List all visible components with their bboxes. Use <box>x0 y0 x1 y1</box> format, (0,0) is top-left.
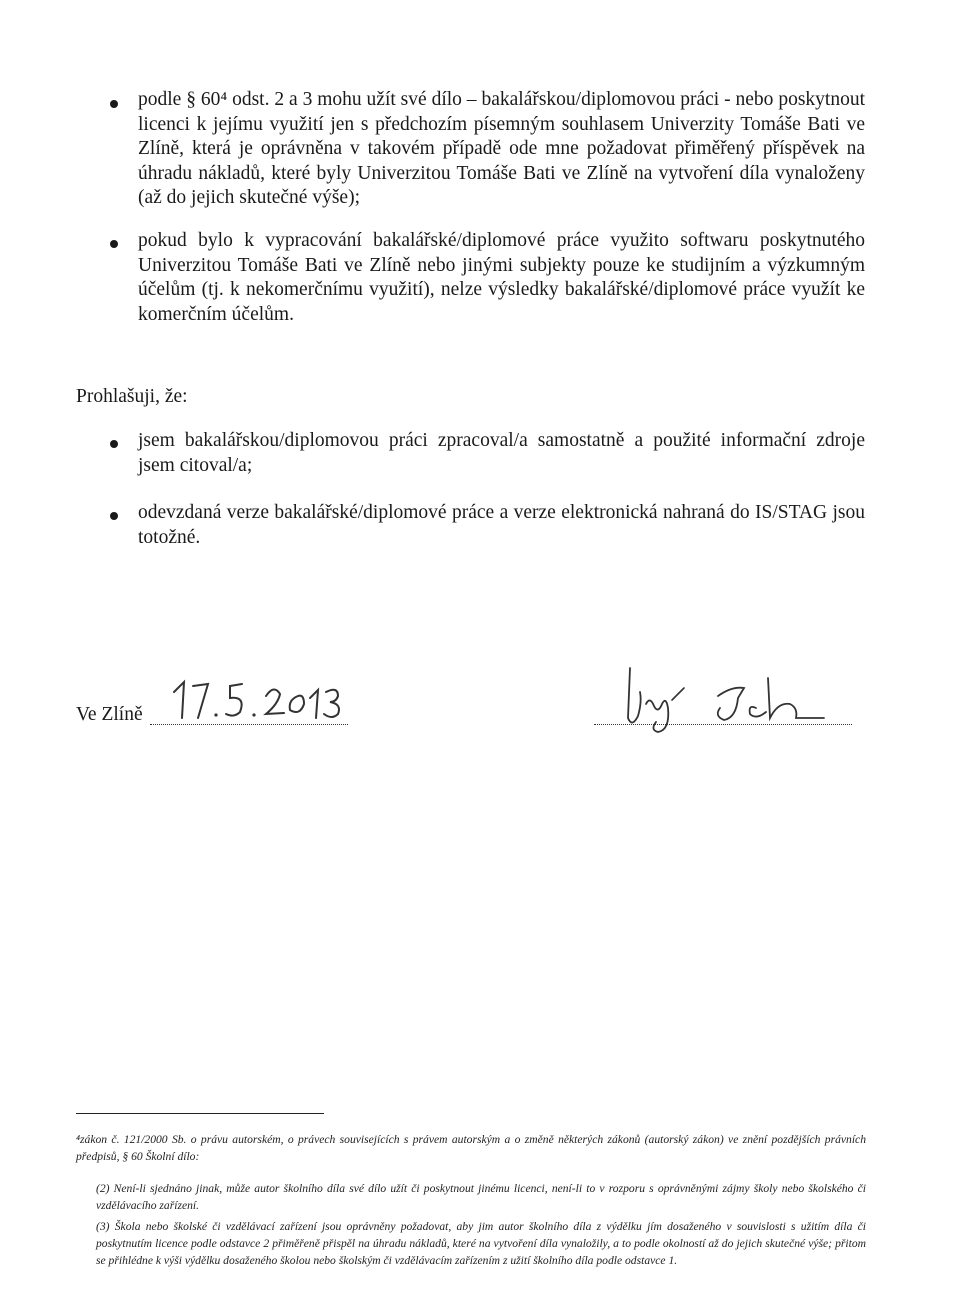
bullet-dot <box>110 100 118 108</box>
bullet-dot <box>110 440 118 448</box>
footnote-law-reference <box>76 1131 866 1165</box>
footnote-paragraph-3 <box>96 1218 866 1269</box>
footnote-text: ⁴zákon č. 121/2000 Sb. o právu autorském, o právech souvisejících s právem autorským a o změně některých zákonů (autorský zákon) ve znění pozdějších právních předpisů, § 60 Školní dílo: <box>76 1133 866 1163</box>
footnote-paragraph-2 <box>96 1180 866 1214</box>
bullet-software-paragraph <box>138 229 865 327</box>
handwritten-signature <box>606 656 846 736</box>
bullet-dot <box>110 512 118 520</box>
bullet-text: jsem bakalářskou/diplomovou práci zpracoval/a samostatně a použité informační zdroje jsem citoval/a; <box>138 430 865 476</box>
bullet-license-paragraph <box>138 88 865 211</box>
footnote-divider <box>76 1113 324 1114</box>
bullet-identical-versions <box>138 501 865 550</box>
footnote-text: (2) Není-li sjednáno jinak, může autor školního díla své dílo užít či poskytnout jinému licenci, není-li to v rozporu s oprávněnými zájmy školy nebo školského či vzdělávacího zařízení. <box>96 1182 866 1212</box>
handwritten-date <box>160 666 350 726</box>
bullet-text: odevzdaná verze bakalářské/diplomové práce a verze elektronická nahraná do IS/STAG jsou totožné. <box>138 502 865 548</box>
footnote-text: (3) Škola nebo školské či vzdělávací zařízení jsou oprávněny požadovat, aby jim autor školního díla z výdělku jím dosaženého v souvislosti s užitím díla či poskytnutím licence podle odstavce 2 přiměřeně přispěl na úhradu nákladů, které na vytvoření díla vynaložily, a to podle okolností až do jejich skutečné výše; přitom se přihlédne k výši výdělku dosaženého školou nebo školským či vzdělávacím zařízením z užití školního díla podle odstavce 1. <box>96 1220 866 1267</box>
bullet-text: pokud bylo k vypracování bakalářské/diplomové práce využito softwaru poskytnutého Univerzitou Tomáše Bati ve Zlíně nebo jinými subjekty pouze ke studijním a výzkumným účelům (tj. k nekomerčnímu využití), nelze výsledky bakalářské/diplomové práce využít ke komerčním účelům. <box>138 230 865 325</box>
place-label: Ve Zlíně <box>76 704 143 725</box>
bullet-independent-work <box>138 429 865 478</box>
bullet-dot <box>110 240 118 248</box>
bullet-text: podle § 60⁴ odst. 2 a 3 mohu užít své dílo – bakalářskou/diplomovou práci - nebo poskytnout licenci k jejímu využití jen s předchozím písemným souhlasem Univerzity Tomáše Bati ve Zlíně, která je oprávněna v takovém případě ode mne požadovat přiměřený příspěvek na úhradu nákladů, které byly Univerzitou Tomáše Bati ve Zlíně na vytvoření díla vynaloženy (až do jejich skutečné výše); <box>138 89 865 209</box>
declaration-heading: Prohlašuji, že: <box>76 386 188 407</box>
